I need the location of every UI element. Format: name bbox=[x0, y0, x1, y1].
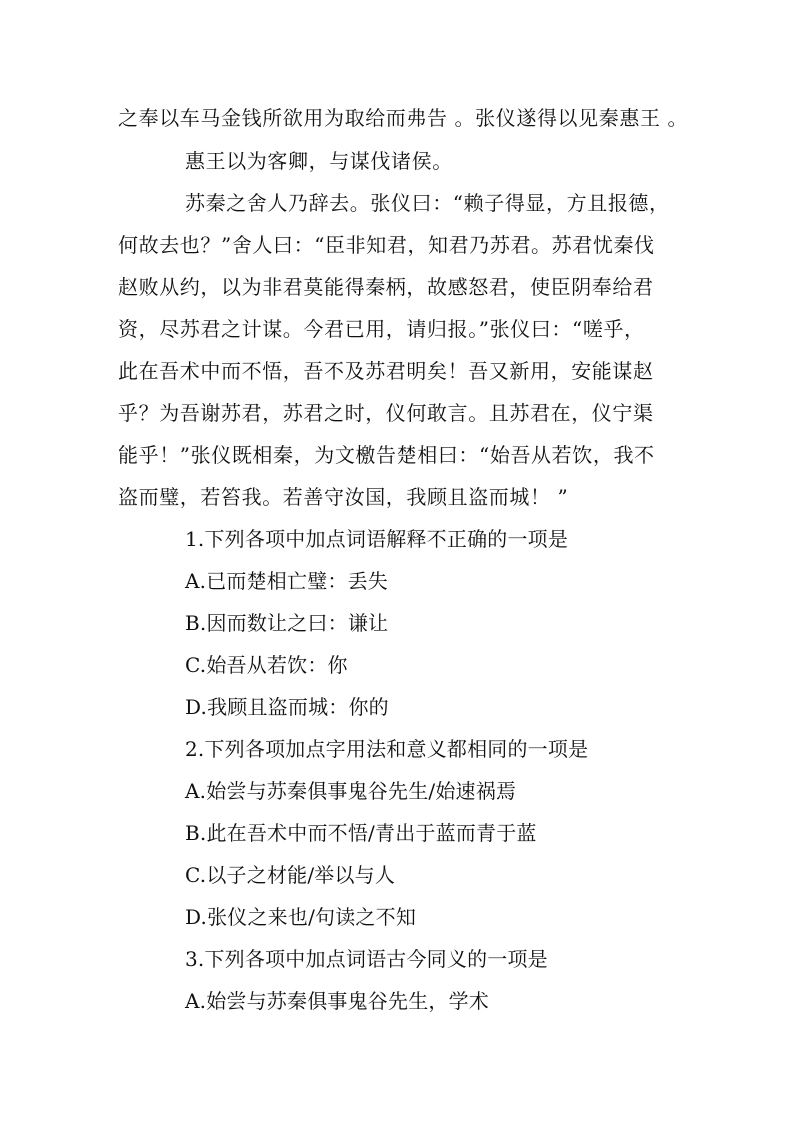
passage-line: 赵败从约，以为非君莫能得秦柄，故感怒君，使臣阴奉给君 bbox=[118, 275, 654, 299]
question-option: B.此在吾术中而不悟/青出于蓝而青于蓝 bbox=[185, 821, 537, 845]
question-option: A.始尝与苏秦俱事鬼谷先生/始速祸焉 bbox=[185, 779, 517, 803]
question-stem: 1.下列各项中加点词语解释不正确的一项是 bbox=[185, 527, 569, 551]
passage-line: 此在吾术中而不悟，吾不及苏君明矣！吾又新用，安能谋赵 bbox=[118, 359, 654, 383]
passage-line: 之奉以车马金钱所欲用为取给而弗告 。张仪遂得以见秦惠王 。 bbox=[118, 106, 689, 130]
question-stem: 3.下列各项中加点词语古今同义的一项是 bbox=[185, 947, 548, 971]
passage-line: 何故去也？”舍人曰：“臣非知君，知君乃苏君。苏君忧秦伐 bbox=[118, 233, 655, 257]
passage-line: 资，尽苏君之计谋。今君已用，请归报。”张仪曰：“嗟乎， bbox=[118, 317, 645, 341]
question-option: A.始尝与苏秦俱事鬼谷先生，学术 bbox=[185, 989, 490, 1013]
question-option: B.因而数让之曰：谦让 bbox=[185, 611, 389, 635]
passage-line: 能乎！”张仪既相秦，为文檄告楚相曰：“始吾从若饮，我不 bbox=[118, 443, 655, 467]
passage-line: 乎？为吾谢苏君，苏君之时，仪何敢言。且苏君在，仪宁渠 bbox=[118, 401, 654, 425]
question-option: C.始吾从若饮：你 bbox=[185, 653, 348, 677]
passage-line: 苏秦之舍人乃辞去。张仪曰：“赖子得显，方且报德， bbox=[185, 191, 670, 215]
question-option: C.以子之材能/举以与人 bbox=[185, 863, 396, 887]
question-option: D.张仪之来也/句读之不知 bbox=[185, 905, 417, 929]
passage-line: 惠王以为客卿，与谋伐诸侯。 bbox=[185, 149, 453, 173]
question-option: A.已而楚相亡璧：丢失 bbox=[185, 569, 389, 593]
question-option: D.我顾且盗而城：你的 bbox=[185, 695, 389, 719]
question-stem: 2.下列各项加点字用法和意义都相同的一项是 bbox=[185, 737, 589, 761]
passage-line: 盗而璧，若笞我。若善守汝国，我顾且盗而城！ ” bbox=[118, 485, 569, 509]
